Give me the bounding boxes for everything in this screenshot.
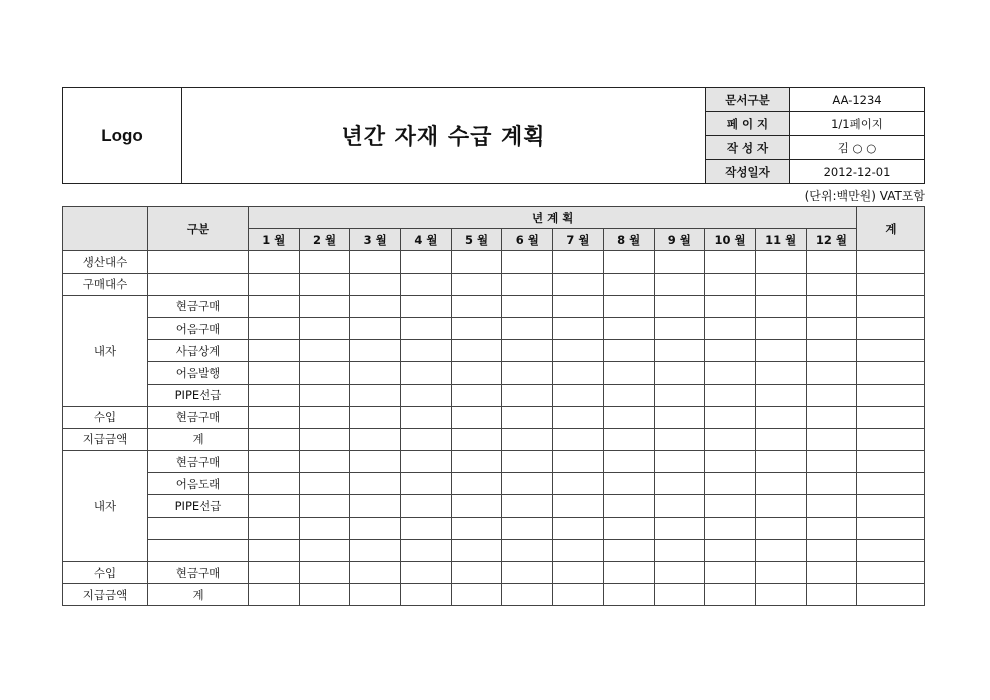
month-value-cell[interactable] [806, 362, 857, 384]
month-value-cell[interactable] [451, 384, 502, 406]
meta-label-page: 페 이 지 [706, 112, 790, 136]
table-row [63, 473, 925, 495]
month-value-cell[interactable] [502, 384, 553, 406]
month-value-cell[interactable] [705, 517, 756, 539]
month-value-cell[interactable] [806, 473, 857, 495]
row-sub-label [148, 251, 249, 273]
month-value-cell[interactable] [806, 317, 857, 339]
month-value-cell[interactable] [451, 495, 502, 517]
month-value-cell[interactable] [451, 562, 502, 584]
month-value-cell[interactable] [502, 584, 553, 606]
month-value-cell[interactable] [451, 473, 502, 495]
total-value-cell[interactable] [857, 317, 925, 339]
row-group-label: 지급금액 [63, 584, 148, 606]
month-value-cell[interactable] [502, 406, 553, 428]
row-sub-label: 계 [148, 428, 249, 450]
month-value-cell[interactable] [654, 562, 705, 584]
month-value-cell[interactable] [299, 517, 350, 539]
month-value-cell[interactable] [705, 340, 756, 362]
header-month-3: 3 월 [350, 229, 401, 251]
table-row [63, 384, 925, 406]
month-value-cell[interactable] [451, 340, 502, 362]
month-value-cell[interactable] [350, 295, 401, 317]
month-value-cell[interactable] [249, 517, 300, 539]
month-value-cell[interactable] [502, 562, 553, 584]
month-value-cell[interactable] [401, 273, 452, 295]
month-value-cell[interactable] [603, 584, 654, 606]
month-value-cell[interactable] [806, 428, 857, 450]
month-value-cell[interactable] [249, 584, 300, 606]
table-row [63, 362, 925, 384]
month-value-cell[interactable] [806, 384, 857, 406]
header-month-9: 9 월 [654, 229, 705, 251]
total-value-cell[interactable] [857, 517, 925, 539]
total-value-cell[interactable] [857, 539, 925, 561]
document-title: 년간 자재 수급 계획 [182, 88, 706, 184]
table-row [63, 539, 925, 561]
month-value-cell[interactable] [451, 428, 502, 450]
month-value-cell[interactable] [299, 362, 350, 384]
month-value-cell[interactable] [654, 428, 705, 450]
month-value-cell[interactable] [502, 317, 553, 339]
month-value-cell[interactable] [603, 562, 654, 584]
month-value-cell[interactable] [654, 340, 705, 362]
month-value-cell[interactable] [806, 406, 857, 428]
month-value-cell[interactable] [451, 584, 502, 606]
month-value-cell[interactable] [654, 451, 705, 473]
month-value-cell[interactable] [451, 317, 502, 339]
month-value-cell[interactable] [654, 384, 705, 406]
total-value-cell[interactable] [857, 295, 925, 317]
row-group-label: 지급금액 [63, 428, 148, 450]
month-value-cell[interactable] [806, 340, 857, 362]
month-value-cell[interactable] [502, 539, 553, 561]
month-value-cell[interactable] [755, 539, 806, 561]
month-value-cell[interactable] [502, 428, 553, 450]
month-value-cell[interactable] [654, 473, 705, 495]
supply-plan-table [62, 206, 925, 606]
row-sub-label: 현금구매 [148, 562, 249, 584]
meta-value-doc-type: AA-1234 [790, 88, 925, 112]
row-group-label: 구매대수 [63, 273, 148, 295]
table-row [63, 562, 925, 584]
row-sub-label: 어음발행 [148, 362, 249, 384]
table-row [63, 451, 925, 473]
month-value-cell[interactable] [249, 495, 300, 517]
month-value-cell[interactable] [350, 251, 401, 273]
month-value-cell[interactable] [806, 562, 857, 584]
month-value-cell[interactable] [603, 517, 654, 539]
month-value-cell[interactable] [401, 362, 452, 384]
month-value-cell[interactable] [553, 251, 604, 273]
month-value-cell[interactable] [249, 562, 300, 584]
month-value-cell[interactable] [705, 251, 756, 273]
header-blank [63, 207, 148, 251]
header-total: 계 [857, 207, 925, 251]
row-sub-label: 어음도래 [148, 473, 249, 495]
row-sub-label: 사급상계 [148, 340, 249, 362]
month-value-cell[interactable] [299, 317, 350, 339]
row-sub-label [148, 539, 249, 561]
month-value-cell[interactable] [451, 451, 502, 473]
month-value-cell[interactable] [249, 317, 300, 339]
month-value-cell[interactable] [654, 517, 705, 539]
total-value-cell[interactable] [857, 251, 925, 273]
header-month-4: 4 월 [401, 229, 452, 251]
month-value-cell[interactable] [806, 495, 857, 517]
month-value-cell[interactable] [553, 362, 604, 384]
month-value-cell[interactable] [401, 562, 452, 584]
month-value-cell[interactable] [249, 340, 300, 362]
month-value-cell[interactable] [249, 451, 300, 473]
header-month-12: 12 월 [806, 229, 857, 251]
month-value-cell[interactable] [299, 495, 350, 517]
total-value-cell[interactable] [857, 384, 925, 406]
table-row [63, 406, 925, 428]
header-month-6: 6 월 [502, 229, 553, 251]
month-value-cell[interactable] [350, 362, 401, 384]
row-sub-label: 어음구매 [148, 317, 249, 339]
total-value-cell[interactable] [857, 562, 925, 584]
month-value-cell[interactable] [553, 539, 604, 561]
row-group-label: 생산대수 [63, 251, 148, 273]
month-value-cell[interactable] [401, 495, 452, 517]
month-value-cell[interactable] [755, 495, 806, 517]
month-value-cell[interactable] [451, 539, 502, 561]
month-value-cell[interactable] [755, 295, 806, 317]
month-value-cell[interactable] [654, 317, 705, 339]
month-value-cell[interactable] [249, 362, 300, 384]
month-value-cell[interactable] [603, 473, 654, 495]
month-value-cell[interactable] [401, 384, 452, 406]
header-category: 구분 [148, 207, 249, 251]
month-value-cell[interactable] [755, 584, 806, 606]
month-value-cell[interactable] [350, 562, 401, 584]
month-value-cell[interactable] [806, 539, 857, 561]
month-value-cell[interactable] [755, 428, 806, 450]
table-row [63, 251, 925, 273]
month-value-cell[interactable] [553, 584, 604, 606]
month-value-cell[interactable] [654, 273, 705, 295]
month-value-cell[interactable] [755, 251, 806, 273]
table-row [63, 317, 925, 339]
month-value-cell[interactable] [299, 539, 350, 561]
month-value-cell[interactable] [553, 295, 604, 317]
row-sub-label [148, 273, 249, 295]
month-value-cell[interactable] [401, 517, 452, 539]
month-value-cell[interactable] [299, 428, 350, 450]
meta-value-author: 김 ○ ○ [790, 136, 925, 160]
month-value-cell[interactable] [299, 251, 350, 273]
month-value-cell[interactable] [705, 428, 756, 450]
header-month-11: 11 월 [755, 229, 806, 251]
month-value-cell[interactable] [451, 273, 502, 295]
table-row [63, 273, 925, 295]
month-value-cell[interactable] [705, 473, 756, 495]
row-sub-label [148, 517, 249, 539]
month-value-cell[interactable] [603, 362, 654, 384]
header-month-8: 8 월 [603, 229, 654, 251]
month-value-cell[interactable] [401, 473, 452, 495]
table-row [63, 584, 925, 606]
month-value-cell[interactable] [755, 273, 806, 295]
month-value-cell[interactable] [350, 584, 401, 606]
total-value-cell[interactable] [857, 406, 925, 428]
month-value-cell[interactable] [553, 562, 604, 584]
total-value-cell[interactable] [857, 495, 925, 517]
row-sub-label: 현금구매 [148, 295, 249, 317]
month-value-cell[interactable] [705, 539, 756, 561]
month-value-cell[interactable] [705, 295, 756, 317]
month-value-cell[interactable] [401, 406, 452, 428]
month-value-cell[interactable] [806, 517, 857, 539]
month-value-cell[interactable] [299, 273, 350, 295]
month-value-cell[interactable] [249, 384, 300, 406]
month-value-cell[interactable] [350, 406, 401, 428]
month-value-cell[interactable] [705, 451, 756, 473]
month-value-cell[interactable] [249, 406, 300, 428]
row-sub-label: 현금구매 [148, 406, 249, 428]
row-group-label: 수입 [63, 406, 148, 428]
document-header [62, 87, 925, 184]
month-value-cell[interactable] [299, 384, 350, 406]
total-value-cell[interactable] [857, 473, 925, 495]
month-value-cell[interactable] [401, 428, 452, 450]
month-value-cell[interactable] [603, 295, 654, 317]
month-value-cell[interactable] [603, 539, 654, 561]
month-value-cell[interactable] [401, 340, 452, 362]
month-value-cell[interactable] [249, 295, 300, 317]
month-value-cell[interactable] [654, 495, 705, 517]
row-sub-label: PIPE선급 [148, 495, 249, 517]
month-value-cell[interactable] [299, 451, 350, 473]
table-row [63, 495, 925, 517]
month-value-cell[interactable] [603, 384, 654, 406]
month-value-cell[interactable] [401, 295, 452, 317]
month-value-cell[interactable] [249, 473, 300, 495]
month-value-cell[interactable] [755, 340, 806, 362]
month-value-cell[interactable] [350, 384, 401, 406]
month-value-cell[interactable] [755, 406, 806, 428]
header-month-1: 1 월 [249, 229, 300, 251]
header-month-7: 7 월 [553, 229, 604, 251]
month-value-cell[interactable] [299, 584, 350, 606]
month-value-cell[interactable] [350, 273, 401, 295]
month-value-cell[interactable] [806, 451, 857, 473]
month-value-cell[interactable] [755, 362, 806, 384]
month-value-cell[interactable] [705, 584, 756, 606]
month-value-cell[interactable] [755, 384, 806, 406]
month-value-cell[interactable] [350, 495, 401, 517]
month-value-cell[interactable] [806, 273, 857, 295]
month-value-cell[interactable] [705, 317, 756, 339]
month-value-cell[interactable] [654, 295, 705, 317]
total-value-cell[interactable] [857, 584, 925, 606]
table-row [63, 428, 925, 450]
unit-note: (단위:백만원) VAT포함 [804, 189, 925, 203]
month-value-cell[interactable] [502, 473, 553, 495]
month-value-cell[interactable] [553, 451, 604, 473]
month-value-cell[interactable] [502, 495, 553, 517]
total-value-cell[interactable] [857, 273, 925, 295]
month-value-cell[interactable] [654, 251, 705, 273]
total-value-cell[interactable] [857, 340, 925, 362]
month-value-cell[interactable] [299, 295, 350, 317]
month-value-cell[interactable] [553, 384, 604, 406]
month-value-cell[interactable] [553, 428, 604, 450]
month-value-cell[interactable] [451, 295, 502, 317]
month-value-cell[interactable] [553, 317, 604, 339]
month-value-cell[interactable] [502, 340, 553, 362]
month-value-cell[interactable] [705, 362, 756, 384]
meta-value-page: 1/1페이지 [790, 112, 925, 136]
month-value-cell[interactable] [705, 406, 756, 428]
month-value-cell[interactable] [401, 584, 452, 606]
month-value-cell[interactable] [603, 451, 654, 473]
month-value-cell[interactable] [755, 317, 806, 339]
table-row [63, 295, 925, 317]
month-value-cell[interactable] [350, 473, 401, 495]
month-value-cell[interactable] [502, 451, 553, 473]
month-value-cell[interactable] [705, 273, 756, 295]
month-value-cell[interactable] [350, 451, 401, 473]
month-value-cell[interactable] [603, 406, 654, 428]
month-value-cell[interactable] [755, 473, 806, 495]
month-value-cell[interactable] [451, 362, 502, 384]
month-value-cell[interactable] [502, 295, 553, 317]
month-value-cell[interactable] [603, 428, 654, 450]
month-value-cell[interactable] [502, 273, 553, 295]
month-value-cell[interactable] [502, 517, 553, 539]
month-value-cell[interactable] [705, 562, 756, 584]
month-value-cell[interactable] [401, 317, 452, 339]
month-value-cell[interactable] [553, 406, 604, 428]
month-value-cell[interactable] [755, 517, 806, 539]
month-value-cell[interactable] [249, 273, 300, 295]
month-value-cell[interactable] [806, 584, 857, 606]
row-sub-label: 현금구매 [148, 451, 249, 473]
row-sub-label: 계 [148, 584, 249, 606]
total-value-cell[interactable] [857, 451, 925, 473]
meta-label-author: 작 성 자 [706, 136, 790, 160]
month-value-cell[interactable] [654, 406, 705, 428]
row-group-label: 수입 [63, 562, 148, 584]
meta-label-doc-type: 문서구분 [706, 88, 790, 112]
month-value-cell[interactable] [249, 251, 300, 273]
month-value-cell[interactable] [299, 340, 350, 362]
month-value-cell[interactable] [603, 251, 654, 273]
month-value-cell[interactable] [401, 539, 452, 561]
month-value-cell[interactable] [350, 317, 401, 339]
month-value-cell[interactable] [553, 340, 604, 362]
header-month-10: 10 월 [705, 229, 756, 251]
month-value-cell[interactable] [249, 539, 300, 561]
meta-label-date: 작성일자 [706, 160, 790, 184]
month-value-cell[interactable] [654, 584, 705, 606]
month-value-cell[interactable] [603, 273, 654, 295]
month-value-cell[interactable] [299, 406, 350, 428]
month-value-cell[interactable] [654, 362, 705, 384]
month-value-cell[interactable] [603, 317, 654, 339]
logo: Logo [63, 88, 182, 184]
month-value-cell[interactable] [451, 406, 502, 428]
month-value-cell[interactable] [299, 473, 350, 495]
header-annual-plan: 년 계 획 [249, 207, 857, 229]
row-group-label: 내자 [63, 295, 148, 406]
month-value-cell[interactable] [705, 384, 756, 406]
month-value-cell[interactable] [350, 539, 401, 561]
table-row [63, 517, 925, 539]
month-value-cell[interactable] [755, 451, 806, 473]
month-value-cell[interactable] [755, 562, 806, 584]
row-sub-label: PIPE선급 [148, 384, 249, 406]
total-value-cell[interactable] [857, 362, 925, 384]
month-value-cell[interactable] [502, 362, 553, 384]
month-value-cell[interactable] [451, 251, 502, 273]
month-value-cell[interactable] [654, 539, 705, 561]
meta-value-date: 2012-12-01 [790, 160, 925, 184]
month-value-cell[interactable] [553, 495, 604, 517]
month-value-cell[interactable] [249, 428, 300, 450]
month-value-cell[interactable] [451, 517, 502, 539]
month-value-cell[interactable] [401, 251, 452, 273]
month-value-cell[interactable] [806, 251, 857, 273]
month-value-cell[interactable] [553, 273, 604, 295]
total-value-cell[interactable] [857, 428, 925, 450]
month-value-cell[interactable] [553, 473, 604, 495]
month-value-cell[interactable] [350, 428, 401, 450]
month-value-cell[interactable] [603, 340, 654, 362]
month-value-cell[interactable] [401, 451, 452, 473]
month-value-cell[interactable] [350, 340, 401, 362]
month-value-cell[interactable] [502, 251, 553, 273]
header-month-5: 5 월 [451, 229, 502, 251]
month-value-cell[interactable] [705, 495, 756, 517]
table-row [63, 340, 925, 362]
month-value-cell[interactable] [553, 517, 604, 539]
row-group-label: 내자 [63, 451, 148, 562]
month-value-cell[interactable] [299, 562, 350, 584]
month-value-cell[interactable] [806, 295, 857, 317]
month-value-cell[interactable] [603, 495, 654, 517]
header-month-2: 2 월 [299, 229, 350, 251]
month-value-cell[interactable] [350, 517, 401, 539]
